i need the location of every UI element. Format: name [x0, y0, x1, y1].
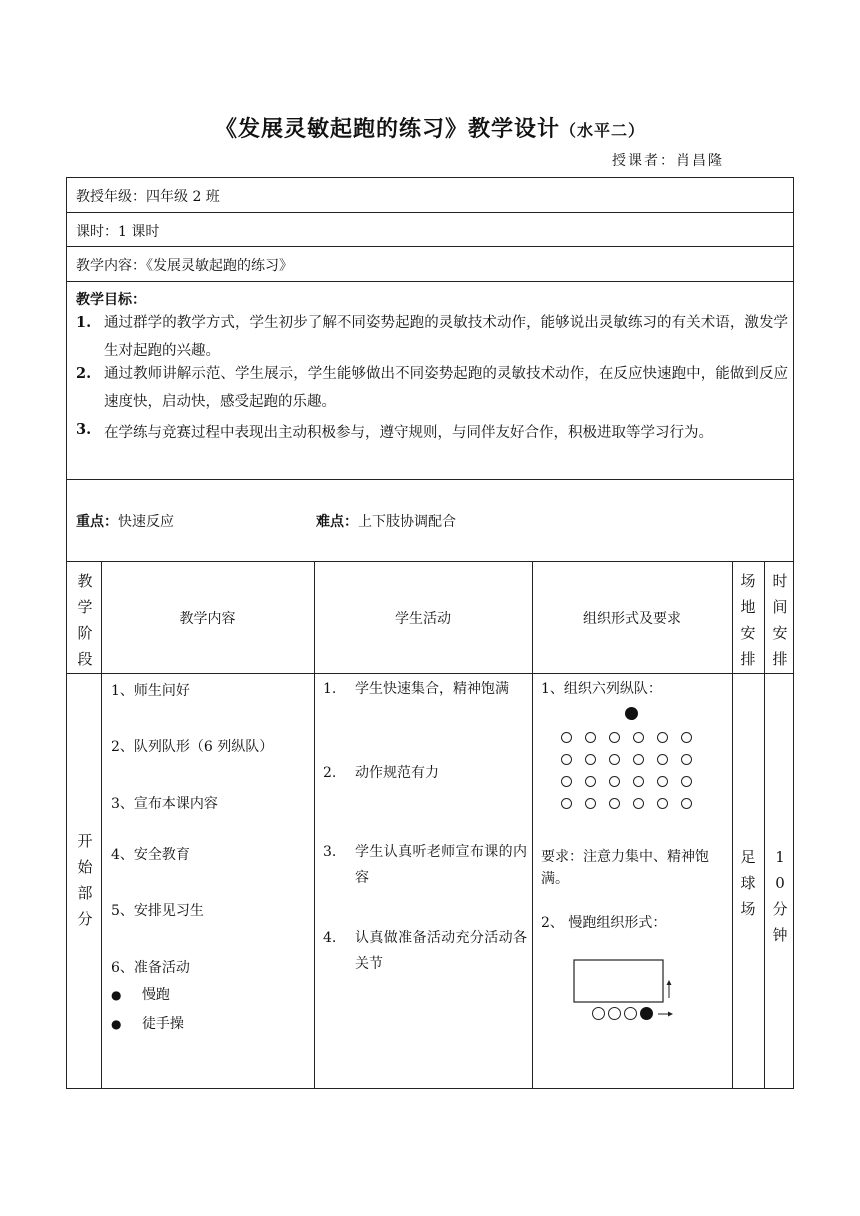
jog-diagram: [572, 958, 702, 1010]
activity-number: 1.: [323, 681, 337, 697]
bullet-label: 慢跑: [141, 987, 170, 1003]
content-item: 1、师生问好: [111, 683, 190, 699]
up-arrow-head: [667, 980, 672, 985]
activity-item: [323, 676, 527, 702]
stage-name: 开 始 部 分: [77, 832, 93, 928]
bullet-icon: ●: [111, 988, 122, 1002]
activity-item: [323, 925, 527, 977]
lesson-plan-table: [66, 177, 794, 1089]
goal-text: 通过群学的教学方式，学生初步了解不同姿势起跑的灵敏技术动作，能够说出灵敏练习的有关术语，激发学生对起跑的兴趣。: [104, 315, 788, 359]
key-value: 快速反应: [118, 514, 174, 530]
header-stage: 教 学 阶 段: [77, 572, 93, 668]
formation-row: [561, 772, 711, 794]
goal-number: 1.: [76, 314, 92, 331]
column-divider: [101, 562, 102, 1089]
content-item: 5、安排见习生: [111, 903, 204, 919]
goal-item: [76, 360, 788, 416]
activity-item: [323, 839, 527, 891]
content-item: 4、安全教育: [111, 847, 190, 863]
column-divider: [532, 562, 533, 1089]
formation-grid: [561, 728, 711, 816]
formation-row: [561, 794, 711, 816]
column-divider: [732, 562, 733, 1089]
header-activity: 学生活动: [395, 611, 451, 627]
document-title: [0, 112, 860, 143]
goal-text: 通过教师讲解示范、学生展示，学生能够做出不同姿势起跑的灵敏技术动作，在反应快速跑中，能做到反应速度快，启动快，感受起跑的乐趣。: [104, 366, 788, 410]
column-divider: [764, 562, 765, 1089]
grade-text: 教授年级：四年级 2 班: [76, 189, 220, 205]
time-value: 1 0 分 钟: [772, 848, 788, 944]
title-main: 《发展灵敏起跑的练习》教学设计: [214, 117, 560, 142]
activity-number: 4.: [323, 930, 337, 946]
header-divider: [67, 673, 793, 674]
column-divider: [314, 562, 315, 1089]
header-venue: 场 地 安 排: [740, 572, 756, 668]
org-requirement: 要求：注意力集中、精神饱满。: [541, 849, 709, 887]
content-item: 6、准备活动: [111, 960, 190, 976]
header-time: 时 间 安 排: [772, 572, 788, 668]
bullet-item: [111, 1013, 184, 1033]
bullet-icon: ●: [111, 1017, 122, 1031]
difficulty-value: 上下肢协调配合: [358, 514, 456, 530]
grade-row: [67, 178, 793, 213]
goals-heading: 教学目标：: [76, 292, 146, 308]
activity-number: 3.: [323, 844, 337, 860]
teacher-marker-icon: [625, 705, 638, 724]
activity-item: [323, 760, 527, 786]
activity-text: 动作规范有力: [355, 765, 439, 781]
content-text: 教学内容：《发展灵敏起跑的练习》: [76, 258, 293, 274]
goal-number: 3.: [76, 421, 92, 438]
goal-item: [76, 416, 788, 450]
goal-item: [76, 309, 788, 365]
org-line-1: 1、组织六列纵队：: [541, 681, 662, 697]
key-label: 重点：: [76, 514, 118, 530]
header-organization: 组织形式及要求: [583, 611, 681, 627]
bullet-item: [111, 984, 170, 1004]
period-text: 课时：1 课时: [76, 224, 160, 240]
key-point: [76, 511, 174, 531]
content-row: [67, 247, 793, 282]
goal-text: 在学练与竞赛过程中表现出主动积极参与，遵守规则，与同伴友好合作，积极进取等学习行为。: [104, 425, 713, 441]
bullet-label: 徒手操: [141, 1016, 184, 1032]
formation-row: [561, 728, 711, 750]
header-content: 教学内容: [179, 611, 236, 627]
content-item: 2、队列队形（6 列纵队）: [111, 739, 274, 755]
runners-line: [592, 1005, 674, 1021]
org-line-2: 2、 慢跑组织形式：: [541, 915, 667, 931]
difficulty-point: [316, 511, 456, 531]
activity-text: 学生认真听老师宣布课的内容: [355, 844, 527, 886]
formation-row: [561, 750, 711, 772]
activity-text: 认真做准备活动充分活动各关节: [355, 930, 527, 972]
difficulty-label: 难点：: [316, 514, 358, 530]
right-arrow-icon: [658, 1009, 674, 1019]
period-row: [67, 213, 793, 247]
content-item: 3、宣布本课内容: [111, 796, 218, 812]
key-points-row: [67, 480, 793, 562]
activity-text: 学生快速集合，精神饱满: [355, 681, 509, 697]
goal-number: 2.: [76, 365, 92, 382]
goals-row: [67, 282, 793, 480]
field-rectangle: [574, 960, 663, 1002]
teacher-name: 授课者：肖昌隆: [612, 153, 724, 169]
activity-number: 2.: [323, 765, 337, 781]
title-suffix: （水平二）: [560, 121, 646, 140]
venue-value: 足 球 场: [740, 848, 756, 918]
jog-diagram-svg: [572, 958, 702, 1010]
